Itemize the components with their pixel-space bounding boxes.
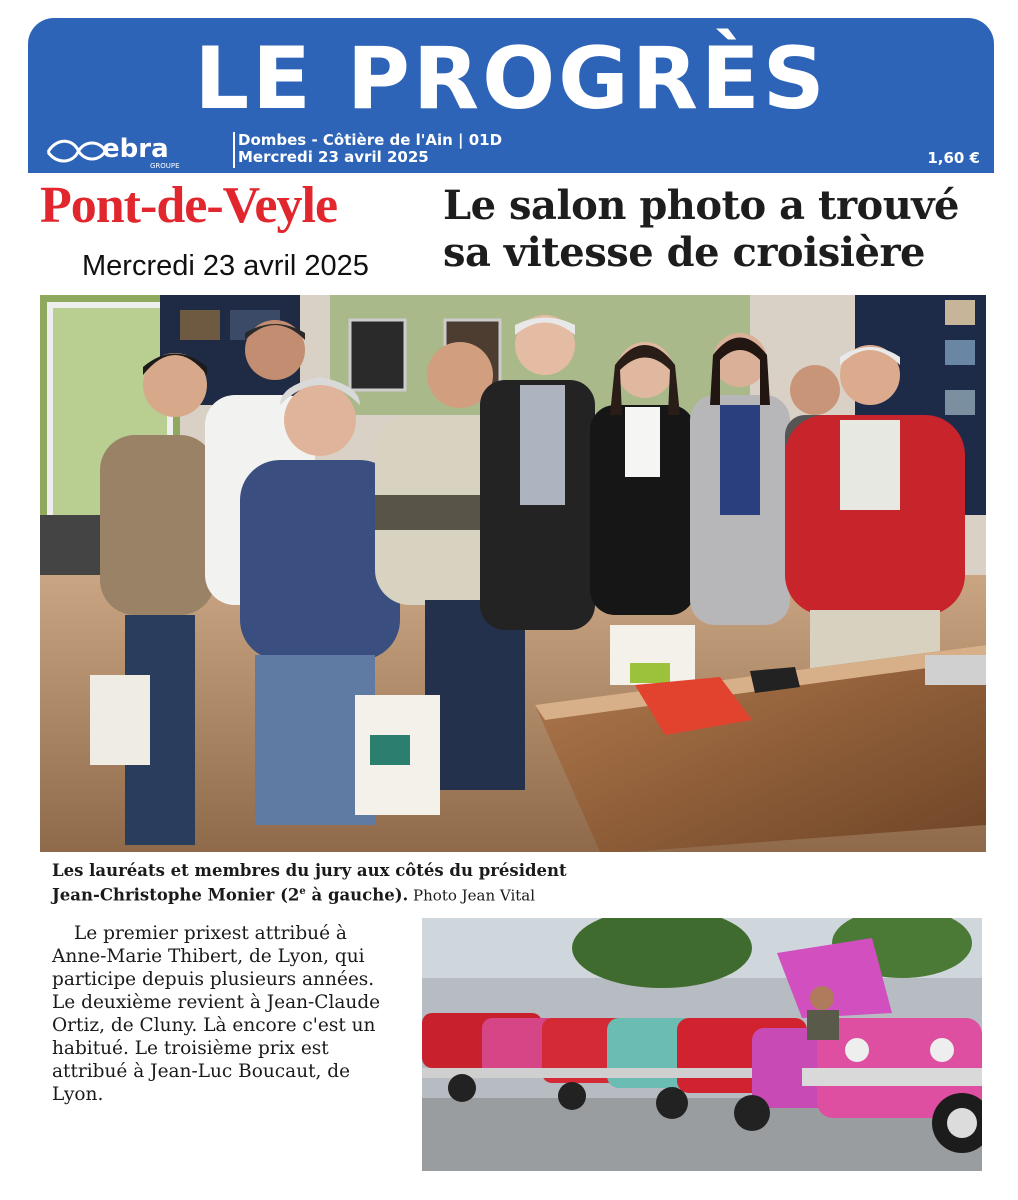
photo-caption (52, 860, 982, 907)
headline-line-2: sa vitesse de croisière (443, 229, 925, 276)
caption-superscript: e (299, 886, 306, 897)
caption-line-1: Les lauréats et membres du jury aux côtés du président (52, 861, 567, 880)
svg-text:ebra: ebra (102, 134, 169, 164)
masthead-divider (233, 132, 235, 168)
caption-line-2: Jean-Christophe Monier (2 (52, 885, 300, 905)
article-date: Mercredi 23 avril 2025 (82, 250, 369, 282)
article-body: Le premier prixest attribué à Anne-Marie Thibert, de Lyon, qui participe depuis plusieurs années. Le deuxième revient à Jean-Claude Ortiz, de Cluny. Là encore c'est un habitué. Le troisième prix est attribué à Jean-Luc Boucaut, de Lyon. (52, 923, 381, 1105)
main-photo (40, 295, 986, 852)
vintage-cars-photo (422, 918, 982, 1171)
caption-line-2-end: à gauche). (305, 885, 409, 905)
edition-label: Dombes - Côtière de l'Ain | 01D (238, 131, 503, 149)
headline (443, 182, 1003, 276)
edition-date: Mercredi 23 avril 2025 (238, 148, 429, 166)
svg-text:GROUPE: GROUPE (150, 162, 180, 170)
edition-info (238, 132, 502, 166)
headline-line-1: Le salon photo a trouvé (443, 182, 959, 229)
ebra-logo (44, 130, 204, 170)
price: 1,60 € (927, 149, 980, 167)
newspaper-title: LE PROGRÈS (194, 29, 828, 129)
photo-credit: Photo Jean Vital (408, 886, 536, 905)
masthead (28, 18, 994, 173)
town-name: Pont-de-Veyle (40, 177, 338, 234)
